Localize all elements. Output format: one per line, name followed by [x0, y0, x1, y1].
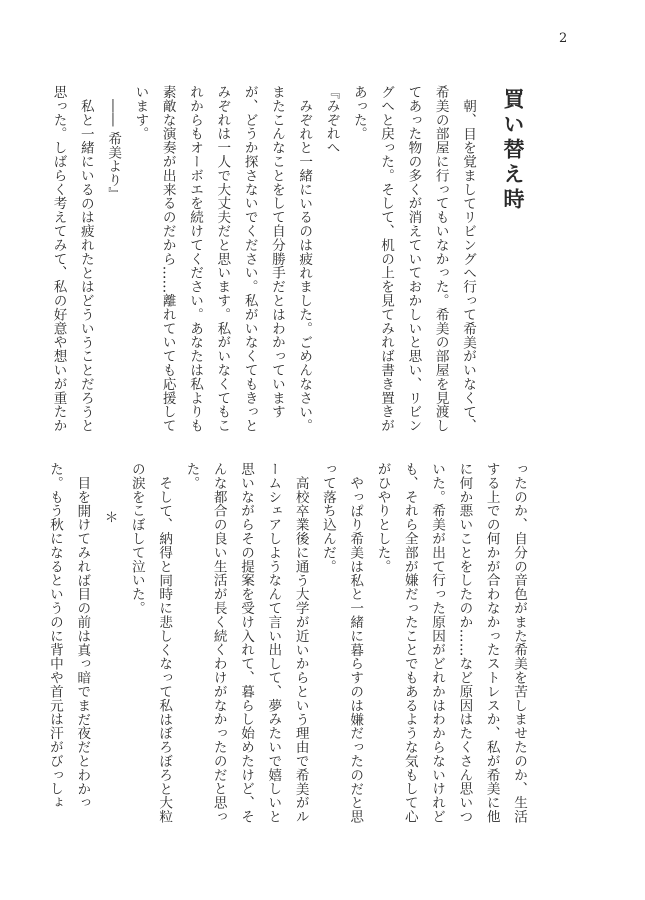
- paragraph-roomshare: 高校卒業後に通う大学が近いからという理由で希美がルームシェアしようなんて言い出して、夢みたいで嬉しいと思いながらその提案を受け入れて、暮らし始めたけど、そんな都合の良い生活が長く続くわけがなかったのだと思った。: [183, 462, 309, 824]
- paragraph-tears: そして、納得と同時に悲しくなって私はぼろぼろと大粒の涙をこぼして泣いた。: [128, 462, 173, 824]
- paragraph-waking: 目を開けてみれば目の前は真っ暗でまだ夜だとわかった。もう秋になるというのに背中や首元は汗がびっしょ: [46, 462, 91, 810]
- page-number: 2: [559, 31, 568, 46]
- top-text-block: [44, 85, 481, 435]
- scene-break-asterisk: ＊: [101, 509, 118, 524]
- note-salutation: 『みぞれへ: [323, 85, 340, 155]
- note-body: みぞれと一緒にいるのは疲れました。ごめんなさい。またこんなことをして自分勝手だとはわかっていますが、どうか探さないでください。私がいなくてもきっとみぞれは一人で大丈夫だと思います。私がいなくてもこれからもオーボエを続けてください。あなたは私よりも素敵な演奏が出来るのだから……離れていても応援しています。: [132, 85, 313, 433]
- chapter-title: 買い替え時: [501, 88, 526, 213]
- bottom-text-block: [41, 462, 532, 827]
- paragraph-reflection: 私と一緒にいるのは疲れたとはどういうことだろうと思った。しばらく考えてみて、私の好意や想いが重たか: [50, 85, 94, 433]
- paragraph-morning: 朝、目を覚ましてリビングへ行って希美がいなくて、希美の部屋に行ってもいなかった。希美の部屋を見渡してあった物の多くが消えていておかしいと思い、リビングへと戻った。そして、机の上を見てみれば書き置きがあった。: [350, 85, 476, 433]
- note-signature: ―― 希美より』: [105, 98, 122, 201]
- paragraph-continuation: ったのか、自分の音色がまた希美を苦しませたのか、生活する上での何かが合わなかったストレスか、私が希美に他に何か悪いことをしたのか……など原因はたくさん思いついた。希美が出て行った原因がどれかはわからないけれども、それら全部が嫌だったことでもあるような気もして心がひやりとした。: [374, 462, 527, 824]
- paragraph-despair: やっぱり希美は私と一緒に暮らすのは嫌だったのだと思って落ち込んだ。: [319, 462, 364, 824]
